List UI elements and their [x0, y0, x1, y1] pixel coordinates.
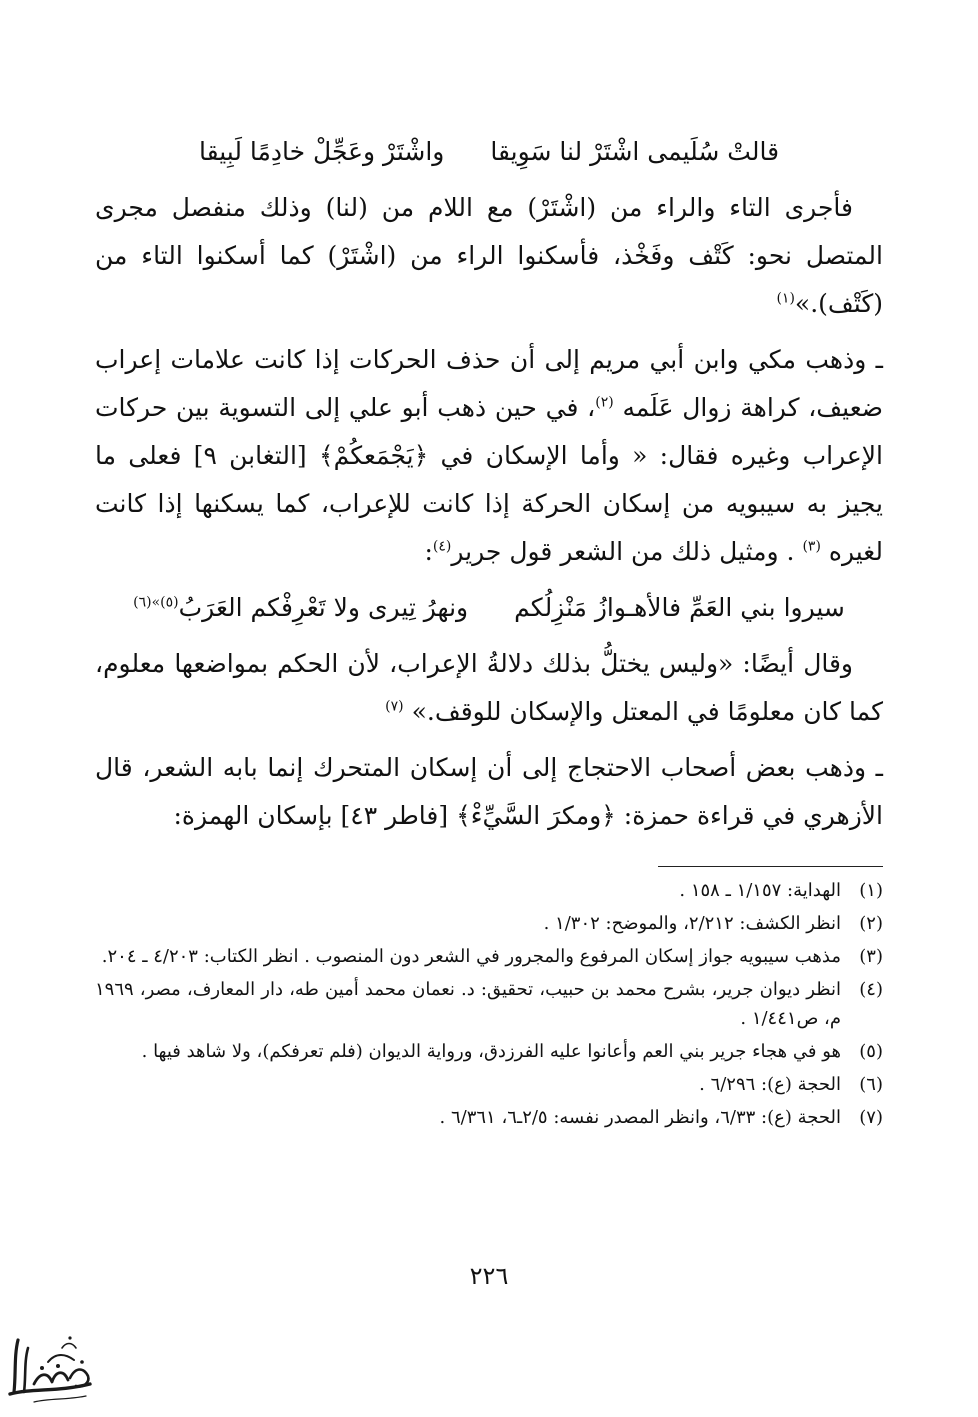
- footnote-number: (٥): [859, 1041, 883, 1062]
- footnote-text: هو في هجاء جرير بني العم وأعانوا عليه الفرزدق، ورواية الديوان (فلم تعرفكم)، ولا شاهد فيها .: [141, 1041, 841, 1062]
- footnote-number: (٣): [859, 946, 883, 967]
- footnote-2: [95, 909, 883, 938]
- footnote-number: (٢): [859, 913, 883, 934]
- paragraph-1: [95, 184, 883, 328]
- footnote-ref-3[interactable]: (٣): [802, 538, 821, 555]
- footnote-refs-5-6[interactable]: (٥)»(٦): [133, 594, 179, 611]
- verse-2-second-hemistich-text: ونهرُ تِيرى ولا تَعْرِفْكم العَرَبُ: [178, 593, 469, 622]
- paragraph-2: [95, 336, 883, 576]
- footnote-4: [95, 975, 883, 1033]
- footnote-text: الحجة (ع): ٦/٣٣، وانظر المصدر نفسه: ٢/٥ـ٦، ٦/٣٦١ .: [439, 1107, 841, 1128]
- footnote-ref-4[interactable]: (٤): [432, 538, 452, 555]
- footnote-number: (٦): [859, 1074, 883, 1095]
- page-number: ٢٢٦: [469, 1262, 509, 1290]
- footnote-text: انظر الكشف: ٢/٢١٢، والموضح: ١/٣٠٢ .: [543, 913, 841, 934]
- verse-2-second-hemistich: [133, 584, 468, 632]
- footnote-1: [95, 876, 883, 905]
- paragraph-4-text: ـ وذهب بعض أصحاب الاحتجاج إلى أن إسكان المتحرك إنما بابه الشعر، قال الأزهري في قراءة حمزة: ﴿ومكرَ السَّيِّءْ﴾ [فاطر ٤٣] بإسكان الهمزة:: [95, 753, 883, 830]
- footnotes-section: [95, 876, 883, 1136]
- footnote-text: الحجة (ع): ٦/٢٩٦ .: [699, 1074, 841, 1095]
- poetry-verse-2: [95, 584, 883, 632]
- verse-1-first-hemistich: قالتْ سُلَيمى اشْتَرْ لنا سَوِيقا: [490, 137, 780, 166]
- footnote-ref-7[interactable]: (٧): [385, 698, 404, 715]
- paragraph-4: [95, 744, 883, 840]
- main-text: [95, 128, 883, 840]
- footnote-ref-1[interactable]: (١): [776, 290, 795, 307]
- footnote-number: (٧): [859, 1107, 883, 1128]
- footnote-number: (٤): [859, 979, 883, 1000]
- verse-1-second-hemistich: واشْتَرْ وعَجِّلْ خادِمًا لَبِيقا: [198, 137, 445, 166]
- paragraph-2-part-1: ـ وذهب مكي وابن أبي مريم إلى أن حذف الحركات إذا كانت علامات إعراب ضعيف، كراهة زوال عَلَمه: [95, 345, 884, 422]
- footnote-text: مذهب سيبويه جواز إسكان المرفوع والمجرور في الشعر دون المنصوب . انظر الكتاب: ٤/٢٠٣ ـ ٢٠٤.: [101, 946, 841, 967]
- calligraphy-logo: [4, 1322, 96, 1406]
- footnote-number: (١): [859, 880, 883, 901]
- footnote-3: [95, 942, 883, 971]
- footnote-ref-2[interactable]: (٢): [595, 394, 614, 411]
- footnote-text: انظر ديوان جرير، بشرح محمد بن حبيب، تحقيق: د. نعمان محمد أمين طه، دار المعارف، مصر، ١٩٦٩ م، ص١/٤٤١ .: [95, 979, 841, 1029]
- footnote-separator: [658, 866, 883, 867]
- paragraph-1-text: فأجرى التاء والراء من (اشْتَرْ) مع اللام من (لنا) وذلك منفصل مجرى المتصل نحو: كَتْف وفَخْذ، فأسكنوا الراء من (اشْتَرْ) كما أسكنوا التاء من (كَتْف).»: [95, 193, 883, 318]
- footnote-7: [95, 1103, 883, 1132]
- footnote-text: الهداية: ١/١٥٧ ـ ١٥٨ .: [679, 880, 841, 901]
- calligraphy-logo-icon: [4, 1322, 96, 1406]
- paragraph-2-part-3: . ومثيل ذلك من الشعر قول جرير: [451, 537, 795, 566]
- verse-2-first-hemistich: سيروا بني العَمِّ فالأهـوازُ مَنْزِلُكم: [514, 593, 845, 622]
- paragraph-2-part-2: ، في حين ذهب أبو علي إلى التسوية بين حركات الإعراب وغيره فقال: « وأما الإسكان في ﴿يَجْمَعكُمْ﴾ [التغابن ٩] فعلى ما يجيز به سيبويه من إسكان الحركة إذا كانت للإعراب، كما يسكنها إذا كانت لغيره: [95, 393, 883, 566]
- paragraph-3-text: وقال أيضًا: «وليس يختلُّ بذلك دلالةُ الإعراب، لأن الحكم بمواضعها معلوم، كما كان معلومًا في المعتل والإسكان للوقف.»: [95, 649, 883, 726]
- footnote-5: [95, 1037, 883, 1066]
- poetry-verse-1: [95, 128, 883, 176]
- paragraph-2-part-4: :: [424, 537, 433, 566]
- footnote-6: [95, 1070, 883, 1099]
- paragraph-3: [95, 640, 883, 736]
